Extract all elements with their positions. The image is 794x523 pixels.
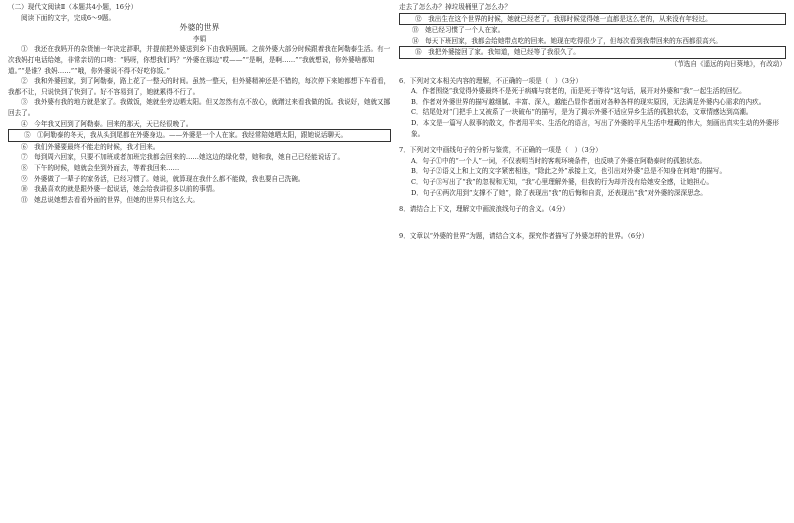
- continued-paragraph-13: ⑬ 她已经习惯了一个人在家。: [412, 26, 505, 35]
- paragraph-1: ① 我还在我妈开的杂货铺一年决定辞职，并提前把外婆送到乡下由我妈照顾。之前外婆大部分时候跟着我在阿勒泰生活。有一次我妈打电话给她，非常亲切的口吻：“妈呀，你想我们吗？”外婆在那边“哎——”“是啊，是啊……”“我就想说，你外婆啥都知道。”“是谁？我妈……”“哦，你外婆说不得不好吃你饭。”: [8, 45, 391, 75]
- left-column: [8, 2, 391, 205]
- question-7-option-a: A．句子①中的“一个人”一词，不仅表明当时的客观环境条件，也反映了外婆在阿勒泰时的孤独状态。: [411, 156, 707, 165]
- question-6-option-c: C．结尾处对“门把手上又被系了一块破布”的描写，是为了揭示外婆不适应异乡生活的孤独状态，文章情感达到高潮。: [411, 108, 753, 117]
- source-note: （节选自《遥远的向日葵地》，有改动）: [670, 59, 786, 68]
- continued-line: 走去了怎么办？掉垃圾桶里了怎么办？: [399, 3, 512, 11]
- question-7-option-c: C．句子③写出了“我”的忽视和无知，“我”心里理解外婆，但我的行为却并没有给她安全感，让她担心。: [411, 177, 714, 186]
- section-header: （二）现代文阅读Ⅱ（本题共4小题，16分）: [8, 3, 138, 11]
- paragraph-2: ② 我和外婆回家，到了阿勒泰，路上花了一整天的时间。虽然一整天，但外婆精神还是不错的，每次停下来她都想下车看看，我都不让，只说快到了快到了。好不容易到了，她就累得不行了。: [8, 77, 391, 96]
- paragraph-9: ⑨ 外婆做了一辈子的家务活，已经习惯了。她说，就算现在我什么都不能做，我也要自己洗碗。: [21, 174, 305, 183]
- paragraph-7: ⑦ 每到周六回家，只要不加班或者加班完我都会回来的……她这边的绿化带，她和我，她自己已经能说话了。: [21, 153, 345, 162]
- instruction: 阅读下面的文字，完成6～9题。: [21, 13, 116, 22]
- question-6-stem: 6．下列对文本相关内容的理解，不正确的一项是（ ）（3分）: [399, 76, 583, 85]
- continued-paragraph-14: ⑭ 每天下班回家，我都会给她带点吃的回来。她现在吃得很少了，但每次看到我带回来的东西都很高兴。: [412, 36, 722, 45]
- paragraph-5: ⑤ ①阿勒泰的冬天，我从头到尾都在外婆身边。——外婆是一个人在家。我经常陪她晒太阳，跟她说话聊天。: [8, 129, 391, 142]
- question-6-option-a: A．作者围绕“我觉得外婆最终不是死于病痛与衰老的，而是死于等待”这句话，展开对外婆和“我”一起生活的回忆。: [411, 87, 746, 96]
- question-6-option-d: D．本文是一篇写人叙事的散文，作者用平实、生活化的语言，写出了外婆的平凡生活中埋藏的伟大，刻画出真实生动的外婆形象。: [411, 118, 779, 138]
- paragraph-4: ④ 今年我又回到了阿勒泰。回来的那天，天已经很晚了。: [21, 119, 193, 128]
- question-8-stem: 8．请结合上下文，理解文中画波浪线句子的含义。（4分）: [399, 205, 569, 214]
- question-9-stem: 9．文章以“外婆的世界”为题，请结合文本，探究作者描写了外婆怎样的世界。（6分）: [399, 231, 649, 240]
- paragraph-11: ⑪ 她总说她想去看看外面的世界，但她的世界只有这么大。: [21, 195, 200, 204]
- paragraph-8: ⑧ 下午的时候，她就会坐到外面去，等着我回来……: [21, 163, 180, 172]
- paragraph-10: ⑩ 我最喜欢的就是跟外婆一起说话，她会给我讲很多以前的事情。: [21, 185, 219, 194]
- question-7-option-d: D．句子④两次用到“支撑不了她”，除了表现出“我”的后悔和自责，还表现出“我”对外婆的深深思念。: [411, 188, 707, 197]
- paragraph-6: ⑥ 我们外婆要最终不能走的时候，我才回来。: [21, 142, 160, 151]
- right-column: [399, 2, 786, 241]
- article-author: 李娟: [192, 34, 207, 43]
- question-6-option-b: B．作者对外婆世界的描写越细腻、丰富、深入，越能凸显作者面对各种各样的现实原因，无法满足外婆内心需求的内疚。: [411, 97, 766, 106]
- question-7-option-b: B．句子②语义上和上文的文字紧密相连，“除此之外”承接上文，也引出对外婆“总是不知身在何地”的描写。: [411, 167, 727, 176]
- article-title: 外婆的世界: [179, 23, 220, 33]
- paragraph-3: ③ 我外婆有我的地方就是家了。我做饭，她就坐旁边晒太阳。但又忽然有点不放心，就蹭过来看我做的饭。我说好，她就又挪回去了。: [8, 98, 391, 117]
- continued-paragraph-12: ⑫ 我出生在这个世界的时候，她就已经老了。我那时候觉得她一直都是这么老的，从来没有年轻过。: [399, 13, 786, 26]
- continued-paragraph-15: ⑮ 我把外婆接回了家。我知道，她已经等了我很久了。: [399, 46, 786, 59]
- question-7-stem: 7．下列对文中画线句子的分析与鉴赏，不正确的一项是（ ）（3分）: [399, 146, 602, 155]
